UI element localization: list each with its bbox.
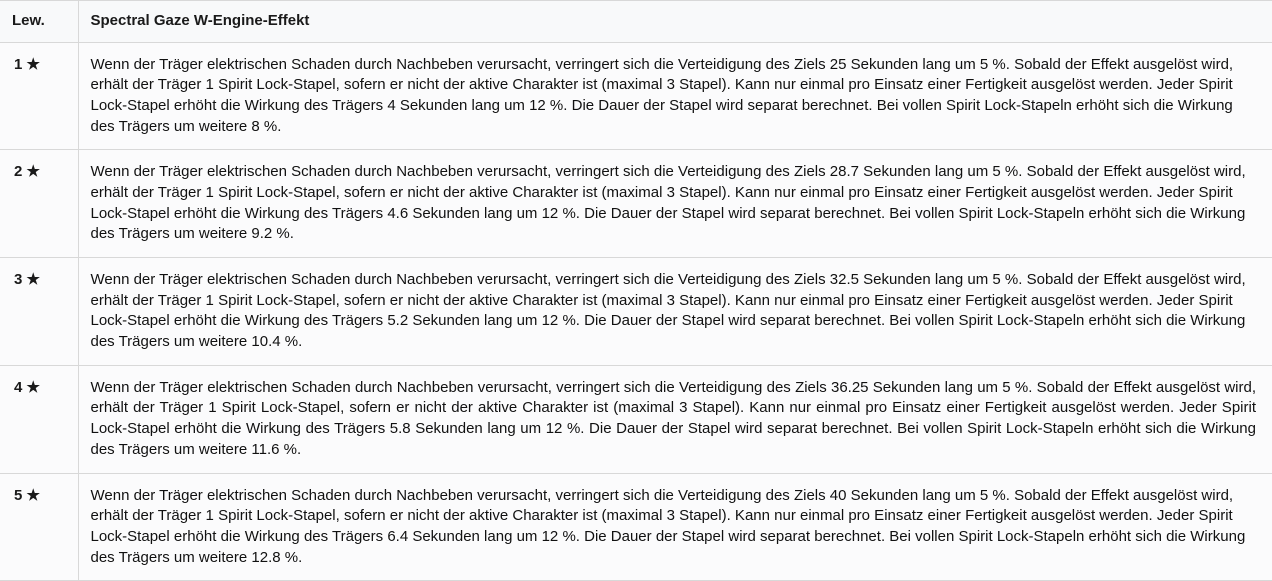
column-header-level: Lew. [0, 1, 78, 43]
table-row [0, 365, 1272, 473]
cell-effect: Wenn der Träger elektrischen Schaden durch Nachbeben verursacht, verringert sich die Verteidigung des Ziels 36.25 Sekunden lang um 5 %. Sobald der Effekt ausgelöst wird, erhält der Träger 1 Spirit Lock-Stapel, sofern er nicht der aktive Charakter ist (maximal 3 Stapel). Kann nur einmal pro Einsatz einer Fertigkeit ausgelöst werden. Jeder Spirit Lock-Stapel erhöht die Wirkung des Trägers 5.8 Sekunden lang um 12 %. Die Dauer der Stapel wird separat berechnet. Bei vollen Spirit Lock-Stapeln erhöht sich die Wirkung des Trägers um weitere 11.6 %. [78, 365, 1272, 473]
column-header-effect: Spectral Gaze W-Engine-Effekt [78, 1, 1272, 43]
cell-level: 2 ★ [0, 150, 78, 258]
table-header-row [0, 1, 1272, 43]
table-row [0, 473, 1272, 581]
cell-level: 1 ★ [0, 42, 78, 150]
table-row [0, 258, 1272, 366]
cell-level: 4 ★ [0, 365, 78, 473]
cell-effect: Wenn der Träger elektrischen Schaden durch Nachbeben verursacht, verringert sich die Verteidigung des Ziels 40 Sekunden lang um 5 %. Sobald der Effekt ausgelöst wird, erhält der Träger 1 Spirit Lock-Stapel, sofern er nicht der aktive Charakter ist (maximal 3 Stapel). Kann nur einmal pro Einsatz einer Fertigkeit ausgelöst werden. Jeder Spirit Lock-Stapel erhöht die Wirkung des Trägers 6.4 Sekunden lang um 12 %. Die Dauer der Stapel wird separat berechnet. Bei vollen Spirit Lock-Stapeln erhöht sich die Wirkung des Trägers um weitere 12.8 %. [78, 473, 1272, 581]
cell-effect: Wenn der Träger elektrischen Schaden durch Nachbeben verursacht, verringert sich die Verteidigung des Ziels 28.7 Sekunden lang um 5 %. Sobald der Effekt ausgelöst wird, erhält der Träger 1 Spirit Lock-Stapel, sofern er nicht der aktive Charakter ist (maximal 3 Stapel). Kann nur einmal pro Einsatz einer Fertigkeit ausgelöst werden. Jeder Spirit Lock-Stapel erhöht die Wirkung des Trägers 4.6 Sekunden lang um 12 %. Die Dauer der Stapel wird separat berechnet. Bei vollen Spirit Lock-Stapeln erhöht sich die Wirkung des Trägers um weitere 9.2 %. [78, 150, 1272, 258]
table-row [0, 42, 1272, 150]
table-row [0, 150, 1272, 258]
cell-effect: Wenn der Träger elektrischen Schaden durch Nachbeben verursacht, verringert sich die Verteidigung des Ziels 25 Sekunden lang um 5 %. Sobald der Effekt ausgelöst wird, erhält der Träger 1 Spirit Lock-Stapel, sofern er nicht der aktive Charakter ist (maximal 3 Stapel). Kann nur einmal pro Einsatz einer Fertigkeit ausgelöst werden. Jeder Spirit Lock-Stapel erhöht die Wirkung des Trägers 4 Sekunden lang um 12 %. Die Dauer der Stapel wird separat berechnet. Bei vollen Spirit Lock-Stapeln erhöht sich die Wirkung des Trägers um weitere 8 %. [78, 42, 1272, 150]
table-header [0, 1, 1272, 43]
cell-level: 3 ★ [0, 258, 78, 366]
cell-effect: Wenn der Träger elektrischen Schaden durch Nachbeben verursacht, verringert sich die Verteidigung des Ziels 32.5 Sekunden lang um 5 %. Sobald der Effekt ausgelöst wird, erhält der Träger 1 Spirit Lock-Stapel, sofern er nicht der aktive Charakter ist (maximal 3 Stapel). Kann nur einmal pro Einsatz einer Fertigkeit ausgelöst werden. Jeder Spirit Lock-Stapel erhöht die Wirkung des Trägers 5.2 Sekunden lang um 12 %. Die Dauer der Stapel wird separat berechnet. Bei vollen Spirit Lock-Stapeln erhöht sich die Wirkung des Trägers um weitere 10.4 %. [78, 258, 1272, 366]
cell-level: 5 ★ [0, 473, 78, 581]
